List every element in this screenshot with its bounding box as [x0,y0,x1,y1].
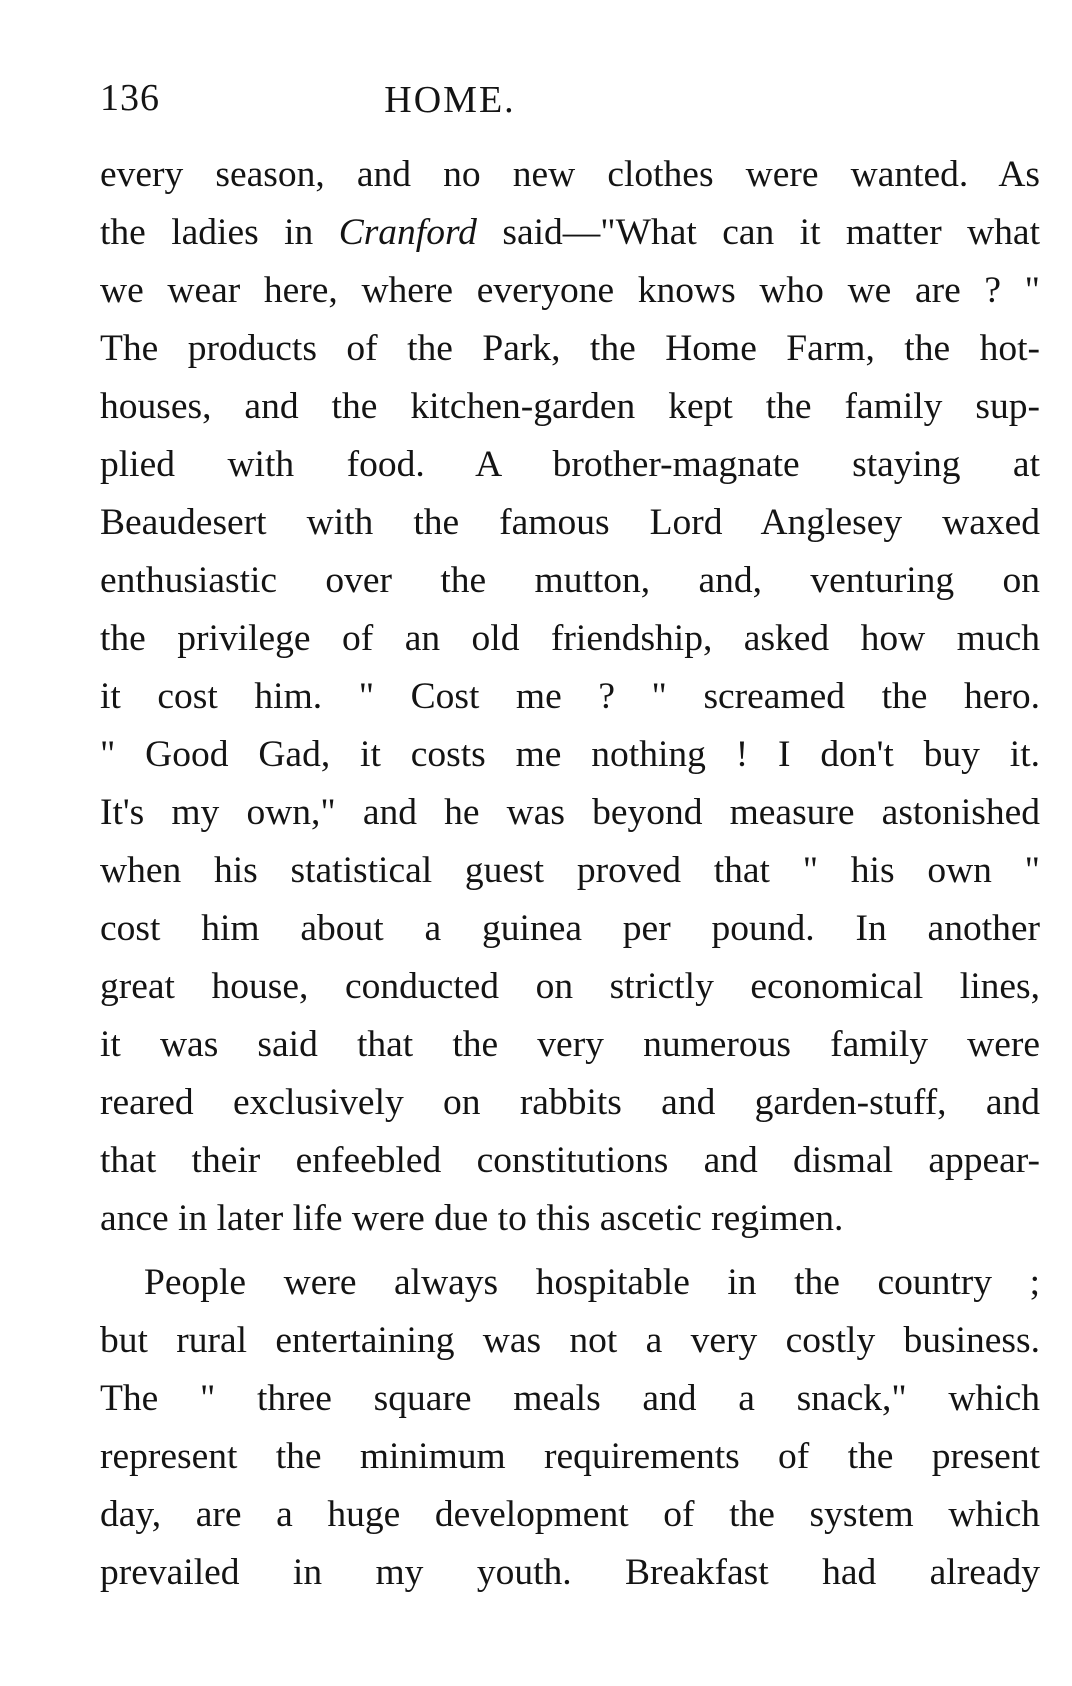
book-title-cranford: Cranford [338,212,477,253]
text-line: we wear here, where everyone knows who we are ? " [100,270,1040,311]
body-text [100,146,1040,1602]
text-line: The " three square meals and a snack," which [100,1378,1040,1419]
text-line: cost him about a guinea per pound. In another [100,908,1040,949]
text-line: enthusiastic over the mutton, and, venturing on [100,560,1040,601]
text-line: reared exclusively on rabbits and garden-stuff, and [100,1082,1040,1123]
paragraph-2 [100,1254,1040,1602]
text-line: every season, and no new clothes were wanted. As [100,154,1040,195]
text-line: " Good Gad, it costs me nothing ! I don't buy it. [100,734,1040,775]
text-line: houses, and the kitchen-garden kept the family sup- [100,386,1040,427]
text-line: it cost him. " Cost me ? " screamed the hero. [100,676,1040,717]
text-line: plied with food. A brother-magnate staying at [100,444,1040,485]
text-line: Beaudesert with the famous Lord Anglesey waxed [100,502,1040,543]
text-line: the ladies in Cranford said—"What can it matter what [100,212,1040,253]
running-head [100,76,1040,136]
text-line: the privilege of an old friendship, asked how much [100,618,1040,659]
text-line: when his statistical guest proved that " his own " [100,850,1040,891]
text-line: day, are a huge development of the system which [100,1494,1040,1535]
text-line-last: ance in later life were due to this ascetic regimen. [100,1198,844,1239]
text-line: great house, conducted on strictly economical lines, [100,966,1040,1007]
page-number: 136 [100,77,160,119]
text-line: it was said that the very numerous family were [100,1024,1040,1065]
text-line: prevailed in my youth. Breakfast had already [100,1552,1040,1593]
text-line-first: People were always hospitable in the country ; [144,1262,1040,1303]
text-line: It's my own," and he was beyond measure astonished [100,792,1040,833]
text-line: but rural entertaining was not a very costly business. [100,1320,1040,1361]
text-line: represent the minimum requirements of the present [100,1436,1040,1477]
paragraph-1 [100,146,1040,1248]
text-line: The products of the Park, the Home Farm, the hot- [100,328,1040,369]
running-title: HOME. [384,79,516,121]
text-line: that their enfeebled constitutions and dismal appear- [100,1140,1040,1181]
